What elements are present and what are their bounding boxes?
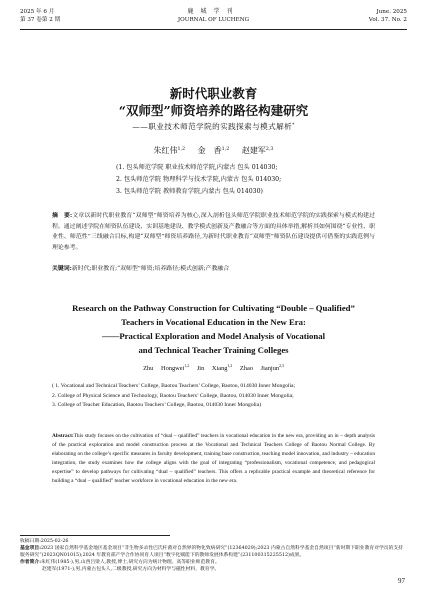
author-en: [197, 365, 232, 372]
author-bio-label: 作者简介:: [20, 559, 41, 565]
author-affil-mark: 1,2: [184, 364, 190, 368]
author-affil-mark: 2,3: [279, 364, 284, 368]
header-rule: [20, 29, 407, 30]
author-affil-mark: 1,2: [177, 147, 186, 152]
affiliation-cn: 3. 包头师范学院 教师教育学院,内蒙古 包头 014030): [116, 188, 263, 195]
title-en-line3: ——Practical Exploration and Model Analysis of Vocational: [102, 331, 325, 341]
title-cn-line1: 新时代职业教育: [169, 86, 258, 101]
title-en-line1: Research on the Pathway Construction for Cultivating “Double – Qualified”: [72, 303, 355, 313]
keywords-cn-text: 新时代;职业教育;“双师型”师资;培养路径;模式创新;产教融合: [71, 266, 230, 272]
author-cn: [198, 146, 230, 155]
header-issue-en: [369, 8, 407, 24]
author-name: Zhao Jianjun: [239, 365, 280, 372]
authors-en: [0, 365, 427, 372]
page-number: 97: [398, 577, 405, 585]
affiliation-en: ( 1. Vocational and Technical Teachers’ College, Baotou Teachers’ College, Baotou, 014030 Inner Mongolia;: [52, 383, 296, 389]
affiliations-cn: [116, 162, 281, 198]
author-name: Jin Xiang: [196, 365, 228, 372]
footnote: [20, 538, 407, 573]
author-name: 金 香: [197, 146, 222, 155]
affiliation-en: 3. College of Teacher Education, Baotou Teachers’ College, Baotou, 014030 Inner Mongolia): [52, 402, 262, 409]
author-affil-mark: 2,3: [265, 147, 274, 152]
running-header: [20, 8, 407, 30]
header-date-cn: 2025 年 6 月: [20, 9, 55, 15]
author-affil-mark: 1,2: [227, 364, 233, 368]
author-bio-2: 赵建军(1971-),男,内蒙古包头人,二级教授,研究方向为材料学与磁性材料、教育学。: [42, 567, 220, 572]
abstract-en-text: This study focuses on the cultivation of “dual – qualified” teachers in vocational education in the new era, providing an in – depth analysis of the practical exploration and model construction process at the Vocational and Technical Teachers College of Baotou Normal College. By elaborating on the college’s specific measures in faculty development, training base construction, teaching model innovation, and industry – education integration, the study examines how the college aligns with the goal of integrating “professionalism, vocational competence, and pedagogical expertise” to develop pathways for cultivating “dual – qualified” teachers. This offers a replicable practical example and theoretical reference for building a “dual – qualified” teacher workforce in vocational education in the new era.: [52, 433, 375, 484]
affiliations-en: [52, 382, 375, 411]
author-name: 朱红伟: [153, 146, 178, 155]
author-cn: [153, 146, 185, 155]
subtitle-text: ——职业技术师范学院的实践探索与模式解析: [132, 122, 293, 131]
header-journal-name: [20, 8, 407, 24]
author-en: [240, 365, 284, 372]
affiliation-cn: (1. 包头师范学院 职业技术师范学院,内蒙古 包头 014030;: [116, 164, 278, 171]
journal-name-en: JOURNAL OF LUCHENG: [177, 17, 250, 23]
author-affil-mark: 1,2: [221, 147, 230, 152]
author-en: [143, 365, 189, 372]
abstract-cn: [52, 211, 375, 253]
fund-label: 基金项目:: [20, 545, 41, 551]
author-cn: [242, 146, 274, 155]
footnote-rule: [20, 535, 170, 536]
received-date: 收稿日期:2025-02-26: [20, 539, 69, 544]
author-name: Zhu Hongwei: [143, 365, 185, 372]
abstract-cn-text: 文章以新时代职业教育“双师型”师资培养为核心,深入剖析包头师范学院职业技术师范学院的实践探索与模式构建过程。通过阐述学院在师资队伍建设、实训基地建设、教学模式创新及产教融合等方面的具体举措,解析其如何围绕“专业性、职业性、师范性”三线融合目标,构建“双师型”师资培养路径,为新时代职业教育“双师型”师资队伍建设提供可借鉴的实践范例与理论参考。: [52, 213, 375, 251]
author-bio: [20, 559, 407, 566]
affiliation-en: 2. College of Physical Science and Technology, Baotou Teachers’ College, Baotou, 014030 Inner Mongolia;: [52, 392, 294, 399]
title-cn-line2: “双师型”师资培养的路径构建研究: [118, 103, 309, 118]
author-bio-1: 朱红伟(1985-),男,山西吕梁人,教授,博士,研究方向为统计物理、高等职业师范教育。: [40, 560, 220, 565]
abstract-en-label: Abstract:: [52, 433, 74, 439]
fund-text: 2023 国家自然科学基金地区基金项目“非生物多杀性巴氏杆菌对自然界的物化致病研究”(12364029);2023 内蒙古自然科学基金自然项目“新时期下职业教育对学员的支持服务研究”(2023QN01015);2024 年教育部产学合作协同育人项目“数字化赋能下的教师发展体系构建”(231100315225512)成果。: [20, 546, 403, 558]
authors-cn: [0, 145, 427, 156]
header-volume-en: Vol. 37. No. 2: [368, 17, 407, 23]
keywords-cn: [52, 264, 375, 274]
title-en-line2: Teachers in Vocational Education in the New Era:: [121, 317, 306, 327]
title-en-line4: and Technical Teacher Training Colleges: [138, 345, 289, 355]
title-footnote-mark: *: [292, 123, 295, 128]
header-date-en: June. 2025: [376, 9, 407, 15]
abstract-en: [52, 432, 375, 485]
affiliation-cn: 2. 包头师范学院 物理科学与技术学院,内蒙古 包头 014030;: [116, 176, 282, 183]
header-volume-cn: 第 37 卷第 2 期: [20, 17, 61, 23]
journal-name-cn: 鹿城学刊: [187, 8, 240, 15]
fund-info: [20, 545, 407, 559]
keywords-cn-label: 关键词:: [52, 265, 72, 272]
title-cn-subtitle: [0, 121, 427, 132]
abstract-cn-label: 摘 要:: [52, 212, 73, 219]
author-name: 赵建军: [241, 146, 266, 155]
